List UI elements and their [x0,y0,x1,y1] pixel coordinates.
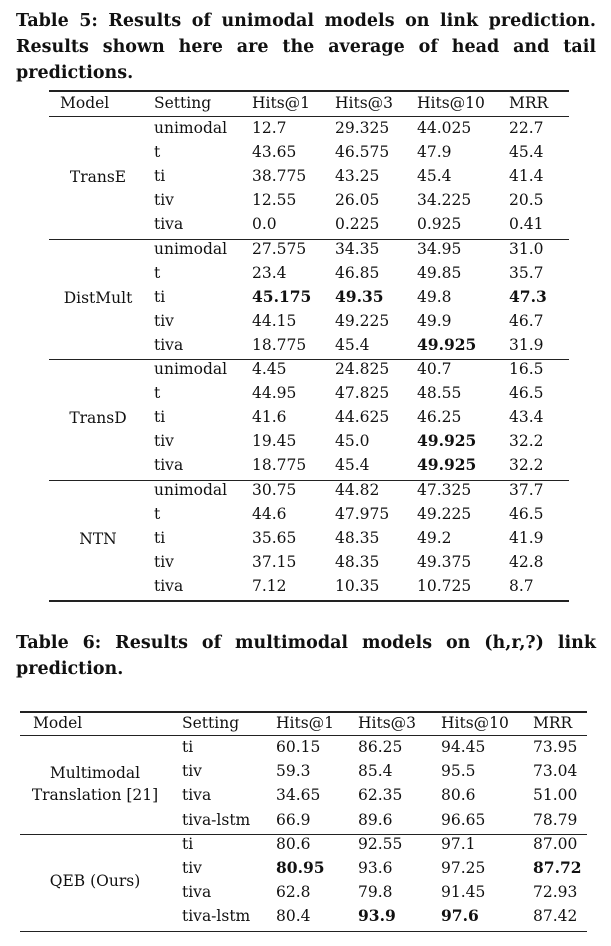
value-cell: 46.7 [509,311,544,330]
setting-cell: ti [154,287,166,306]
setting-cell: tiv [154,191,174,210]
setting-cell: tiv [154,311,174,330]
bottom-rule [20,931,587,933]
value-cell: 49.85 [417,263,462,282]
setting-cell: ti [154,408,166,427]
value-cell: 0.0 [252,215,277,234]
setting-cell: tiva [182,786,212,805]
value-cell: 0.225 [335,215,380,234]
value-cell: 31.0 [509,239,544,258]
value-cell: 34.225 [417,191,472,210]
value-cell: 30.75 [252,480,297,499]
column-header: Model [60,94,110,112]
value-cell: 49.375 [417,552,472,571]
value-cell: 80.6 [276,834,311,853]
value-cell: 19.45 [252,432,297,451]
value-cell: 85.4 [358,762,393,781]
value-cell: 73.95 [533,738,578,756]
value-cell: 95.5 [441,762,476,781]
value-cell: 87.42 [533,907,578,926]
top-rule [49,90,569,92]
value-cell: 44.15 [252,311,297,330]
value-cell: 4.45 [252,360,287,378]
setting-cell: unimodal [154,119,228,137]
setting-cell: t [154,504,161,523]
value-cell: 60.15 [276,738,321,756]
table5-caption: Table 5: Results of unimodal models on link prediction. Results shown here are the average of head and tail predictions. [16,11,596,83]
setting-cell: tiva [154,456,184,475]
column-header: Hits@3 [335,94,394,112]
value-cell: 47.975 [335,504,390,523]
value-cell: 45.4 [335,335,370,354]
value-cell: 45.4 [335,456,370,475]
value-cell: 93.9 [358,906,396,926]
value-cell: 47.825 [335,384,390,403]
setting-cell: unimodal [154,360,228,378]
value-cell: 7.12 [252,576,287,595]
value-cell: 18.775 [252,335,307,354]
value-cell: 38.775 [252,167,307,186]
value-cell: 91.45 [441,883,486,902]
value-cell: 46.25 [417,408,462,427]
setting-cell: tiv [154,432,174,451]
value-cell: 89.6 [358,810,393,829]
value-cell: 41.4 [509,167,544,186]
group-rule [49,480,569,481]
value-cell: 94.45 [441,738,486,756]
value-cell: 27.575 [252,239,307,258]
value-cell: 93.6 [358,859,393,877]
value-cell: 48.35 [335,528,380,547]
value-cell: 49.2 [417,528,452,547]
column-header: Model [33,714,83,732]
value-cell: 42.8 [509,552,544,571]
column-header: Hits@3 [358,714,417,732]
setting-cell: ti [182,834,194,853]
setting-cell: tiva [154,335,184,354]
value-cell: 73.04 [533,762,578,781]
model-name-cell: NTN [79,529,117,548]
value-cell: 96.65 [441,810,486,829]
value-cell: 32.2 [509,456,544,475]
setting-cell: tiv [154,552,174,571]
setting-cell: unimodal [154,239,228,258]
value-cell: 10.35 [335,576,380,595]
value-cell: 97.25 [441,859,486,877]
value-cell: 44.625 [335,408,390,427]
header-rule [49,116,569,117]
value-cell: 44.82 [335,480,380,499]
value-cell: 26.05 [335,191,380,210]
value-cell: 47.9 [417,143,452,162]
value-cell: 72.93 [533,883,578,902]
value-cell: 46.575 [335,143,390,162]
value-cell: 37.15 [252,552,297,571]
value-cell: 62.8 [276,883,311,902]
value-cell: 79.8 [358,883,393,902]
value-cell: 45.4 [509,143,544,162]
model-name-cell: TransE [69,168,127,187]
column-header: Hits@10 [417,94,485,112]
value-cell: 59.3 [276,762,311,781]
setting-cell: tiv [182,762,202,781]
value-cell: 12.55 [252,191,297,210]
value-cell: 43.4 [509,408,544,427]
value-cell: 49.35 [335,286,384,306]
value-cell: 34.65 [276,786,321,805]
value-cell: 80.95 [276,858,325,877]
model-name-cell: DistMult [63,288,133,307]
value-cell: 47.325 [417,480,472,499]
value-cell: 29.325 [335,119,390,137]
column-header: Setting [182,714,240,732]
value-cell: 35.65 [252,528,297,547]
value-cell: 34.95 [417,239,462,258]
value-cell: 48.55 [417,384,462,403]
setting-cell: tiva [154,576,184,595]
value-cell: 92.55 [358,834,403,853]
value-cell: 43.65 [252,143,297,162]
value-cell: 97.6 [441,906,479,926]
value-cell: 37.7 [509,480,544,499]
value-cell: 97.1 [441,834,476,853]
value-cell: 49.925 [417,431,477,451]
setting-cell: tiva [182,883,212,902]
value-cell: 31.9 [509,335,544,354]
value-cell: 44.95 [252,384,297,403]
value-cell: 78.79 [533,810,578,829]
value-cell: 46.5 [509,384,544,403]
value-cell: 22.7 [509,119,544,137]
group-rule [49,239,569,240]
model-name-cell: TransD [69,409,127,428]
value-cell: 43.25 [335,167,380,186]
setting-cell: unimodal [154,480,228,499]
value-cell: 49.9 [417,311,452,330]
setting-cell: tiv [182,859,202,877]
value-cell: 41.6 [252,408,287,427]
column-header: Hits@10 [441,714,509,732]
value-cell: 10.725 [417,576,472,595]
column-header: MRR [509,94,549,112]
value-cell: 35.7 [509,263,544,282]
group-rule [49,359,569,360]
value-cell: 45.4 [417,167,452,186]
value-cell: 62.35 [358,786,403,805]
value-cell: 49.925 [417,334,477,354]
value-cell: 34.35 [335,239,380,258]
value-cell: 49.225 [335,311,390,330]
setting-cell: tiva-lstm [182,810,251,829]
value-cell: 80.6 [441,786,476,805]
setting-cell: t [154,143,161,162]
model-name-cell: QEB (Ours) [49,872,141,891]
value-cell: 20.5 [509,191,544,210]
value-cell: 45.0 [335,432,370,451]
setting-cell: ti [154,528,166,547]
setting-cell: tiva [154,215,184,234]
value-cell: 18.775 [252,456,307,475]
setting-cell: ti [182,738,194,756]
bottom-rule [49,600,569,602]
value-cell: 87.00 [533,834,578,853]
setting-cell: t [154,263,161,282]
model-name-cell: Multimodal Translation [21] [31,764,159,805]
column-header: Hits@1 [276,714,335,732]
value-cell: 46.5 [509,504,544,523]
value-cell: 41.9 [509,528,544,547]
value-cell: 80.4 [276,907,311,926]
value-cell: 0.41 [509,215,544,234]
value-cell: 0.925 [417,215,462,234]
value-cell: 49.225 [417,504,472,523]
value-cell: 87.72 [533,858,582,877]
value-cell: 66.9 [276,810,311,829]
header-rule [20,735,587,736]
column-header: MRR [533,714,573,732]
value-cell: 23.4 [252,263,287,282]
value-cell: 12.7 [252,119,287,137]
value-cell: 44.6 [252,504,287,523]
value-cell: 16.5 [509,360,544,378]
value-cell: 47.3 [509,286,547,306]
table6-caption: Table 6: Results of multimodal models on (h,r,?) link prediction. [16,633,596,679]
value-cell: 51.00 [533,786,578,805]
column-header: Hits@1 [252,94,311,112]
value-cell: 24.825 [335,360,390,378]
value-cell: 32.2 [509,432,544,451]
value-cell: 48.35 [335,552,380,571]
setting-cell: ti [154,167,166,186]
column-header: Setting [154,94,212,112]
value-cell: 45.175 [252,286,312,306]
value-cell: 49.925 [417,455,477,475]
value-cell: 8.7 [509,576,534,595]
value-cell: 40.7 [417,360,452,378]
value-cell: 49.8 [417,287,452,306]
value-cell: 44.025 [417,119,472,137]
setting-cell: t [154,384,161,403]
value-cell: 86.25 [358,738,403,756]
value-cell: 46.85 [335,263,380,282]
setting-cell: tiva-lstm [182,907,251,926]
